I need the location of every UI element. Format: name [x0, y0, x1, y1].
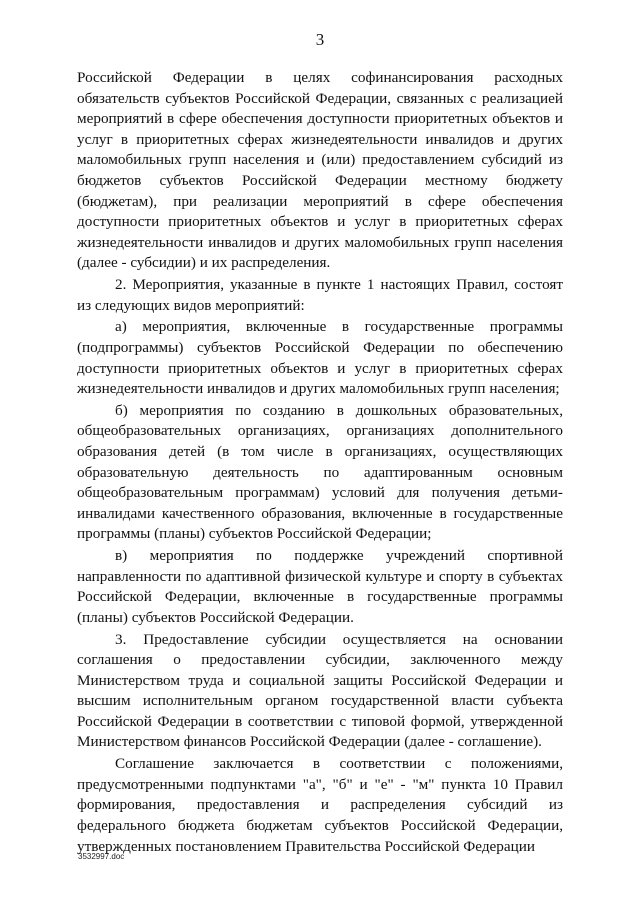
paragraph-clause-3: 3. Предоставление субсидии осуществляется на основании соглашения о предоставлении субсидии, заключенного между Министерством труда и социальной защиты Российской Федерации и высшим исполнительным органом государственной власти субъекта Российской Федерации в соответствии с типовой формой, утвержденной Министерством финансов Российской Федерации (далее - соглашение). — [77, 630, 563, 751]
paragraph-clause-2: 2. Мероприятия, указанные в пункте 1 настоящих Правил, состоят из следующих видов мероприятий: — [77, 276, 563, 314]
paragraph-subclause-a: а) мероприятия, включенные в государственные программы (подпрограммы) субъектов Российской Федерации по обеспечению доступности приоритетных объектов и услуг в приоритетных сферах жизнедеятельности инвалидов и других маломобильных групп населения; — [77, 318, 563, 398]
paragraph-subclause-v: в) мероприятия по поддержке учреждений спортивной направленности по адаптивной физической культуре и спорту в субъектах Российской Федерации, включенные в государственные программы (планы) субъектов Российской Федерации. — [77, 547, 563, 626]
paragraph-subclause-b: б) мероприятия по созданию в дошкольных образовательных, общеобразовательных организациях, организациях дополнительного образования детей (в том числе в организациях, осуществляющих образовательную деятельность по адаптированным основным общеобразовательным программам) условий для получения детьми-инвалидами качественного образования, включенные в государственные программы (планы) субъектов Российской Федерации; — [77, 401, 563, 543]
document-body — [77, 68, 563, 858]
footer-document-code: 3532997.doc — [78, 852, 125, 861]
page-number: 3 — [315, 30, 325, 49]
paragraph-intro-continuation: Российской Федерации в целях софинансирования расходных обязательств субъектов Российской Федерации, связанных с реализацией мероприятий в сфере обеспечения доступности приоритетных объектов и услуг в приоритетных сферах жизнедеятельности инвалидов и других маломобильных групп населения и (или) предоставлением субсидий из бюджетов субъектов Российской Федерации местному бюджету (бюджетам), при реализации мероприятий в сфере обеспечения доступности приоритетных объектов и услуг в приоритетных сферах жизнедеятельности инвалидов и других маломобильных групп населения (далее - субсидии) и их распределения. — [77, 69, 563, 272]
paragraph-agreement: Соглашение заключается в соответствии с положениями, предусмотренными подпунктами "а", "б" и "е" - "м" пункта 10 Правил формирования, предоставления и распределения субсидий из федерального бюджета бюджетам субъектов Российской Федерации, утвержденных постановлением Правительства Российской Федерации — [77, 755, 563, 855]
